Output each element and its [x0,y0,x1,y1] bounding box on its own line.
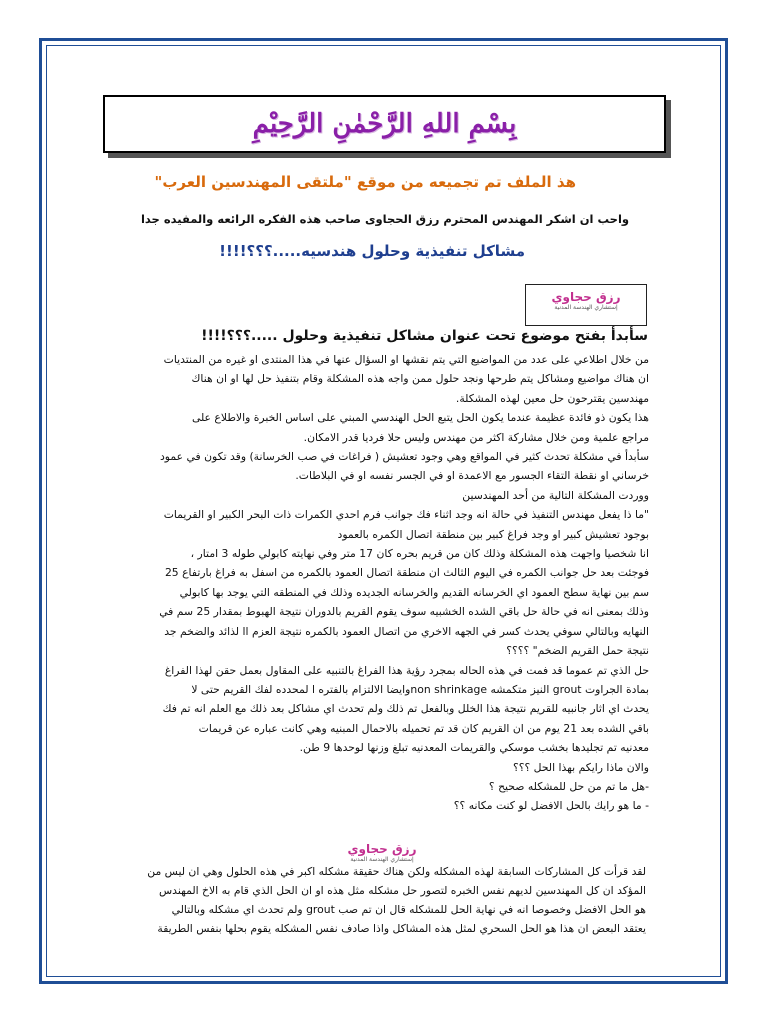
text-line: -هل ما تم من حل للمشكله صحيح ؟ [488,779,649,793]
basmala-banner [103,95,666,153]
text-line: "ما ذا يفعل مهندس التنفيذ في حالة انه وجد اثناء فك جوانب فرم احدي الكمرات ذات البحر الكبير او القريمات [163,508,649,522]
topic-heading: سأبدأ بفتح موضوع تحت عنوان مشاكل تنفيذية وحلول .....؟؟؟!!!! [201,328,648,344]
text-line: المؤكد ان كل المهندسين لديهم نفس الخبره لتصور حل مشكله مثل هذه او ان الحل الذي قام به الاخ المهندس [159,884,646,897]
topic-title: مشاكل تنفيذية وحلول هندسيه.....؟؟؟!!!! [219,242,525,260]
author-signature-box [525,284,647,326]
text-line: - ما هو رايك بالحل الافضل لو كنت مكانه ؟؟ [453,799,649,813]
text-line: من خلال اطلاعي على عدد من المواضيع التي يتم نقشها او السؤال عنها في هذا المنتدى او غيره من المنتديات [163,353,649,366]
text-line: باقي الشده بعد 21 يوم من ان القريم كان قد تم تحميله بالاحمال المبنيه وهي كانت عباره عن قريمات [198,721,649,735]
text-line: سم بين نهاية سطح العمود اي الخرسانه القديم والخرسانه الجديده وذلك في المنطقه التي يوجد بها كابولي [179,585,649,599]
text-line: يعتقد البعض ان هذا هو الحل السحري لمثل هذه المشاكل واذا صادف نفس المشكله يقوم بحلها بنفس الطريقة [157,922,646,935]
text-line: لقد قرأت كل المشاركات السابقة لهذه المشكله ولكن هناك حقيقة مشكله اكبر في هذه الحلول وهي ان ليس من [147,865,646,878]
thanks-line: واحب ان اشكر المهندس المحترم رزق الحجاوى صاحب هذه الفكره الرائعه والمفيده جدا [140,212,630,226]
author-signature-2 [330,842,434,863]
text-line: يحدث اي اثار جانبيه للقريم نتيجة هذا الخلل وبالفعل تم ذلك ولم تحدث اي مشاكل بعد ذلك مع العلم انه تم فك [162,702,649,716]
source-note: هذ الملف تم تجميعه من موقع "ملتقى المهندسين العرب" [154,173,576,191]
text-line: حل الذي تم عموما قد فمت في هذه الحاله بمجرد رؤية هذا الفراغ بالتنبيه على المقاول بعمل حقن لهذا الفراغ [164,663,649,677]
text-line: معدنيه تم تجليدها بخشب موسكي والقريمات المعدنيه تبلغ وزنها لوحدها 9 طن. [299,741,649,755]
text-line: هذا يكون ذو فائدة عظيمة عندما يكون الحل يتبع الحل الهندسي المبني على اساس الخبرة والاطلاع على [191,411,649,425]
text-line: مراجع علمية ومن خلال مشاركة اكثر من مهندس وليس حلا فرديا قدر الامكان. [303,430,649,444]
author-name-2: رزق حجاوي [347,842,417,856]
text-line: بوجود تعشيش كبير او وجد فراغ كبير بين منطقة اتصال الكمره بالعمود [337,527,649,541]
post-body [115,350,649,816]
text-line: سأبدأ في مشكلة تحدث كثير في المواقع وهي وجود تعشيش ( فراغات في صب الخرسانة) وقد تكون في عمود [160,450,649,464]
author-title-2: إستشاري الهندسة المدنية [350,856,414,863]
reply-body [118,862,646,938]
text-line: والان ماذا رايكم بهذا الحل ؟؟؟ [513,760,649,774]
text-line: انا شخصيا واجهت هذه المشكلة وذلك كان من قريم بحره كان 17 متر وفي نهايته كابولي طوله 3 امتار ، [190,547,649,561]
basmala-text: بِسْمِ اللهِ الرَّحْمٰنِ الرَّحِيْمِ [252,109,517,139]
text-line: النهايه وبالتالي سوفي يحدث كسر في الجهه الاخري من اتصال العمود بالكمره نتيجة العزم اا لذائد والضخم جد [164,624,649,638]
text-line: خرساني او نقطة التقاء الجسور مع الاعمدة او في الجسر نفسه او في البلاطات. [295,469,649,483]
author-name: رزق حجاوي [551,290,621,304]
text-line: فوجئت بعد حل جوانب الكمره في اليوم الثالث ان منطقة اتصال العمود بالكمره من اسفل به فراغ بارتفاع 25 [164,566,649,580]
author-title: إستشاري الهندسة المدنية [554,304,618,311]
text-line: هو الحل الافضل وخصوصا انه في نهاية الحل للمشكله قال ان تم صب grout ولم تحدث اي مشكله وبالتالي [171,903,646,916]
text-line: ووردت المشكلة التالية من أحد المهندسين [462,488,649,502]
text-line: مهندسين يقترحون حل معين لهذه المشكلة. [455,391,649,405]
text-line: بمادة الجراوت grout النيز متكمشه non shrinkageوايضا الالتزام بالفتره ا لمحدده لفك القريم حتى لا [191,682,649,696]
text-line: نتيجة حمل القريم الضخم" ؟؟؟؟ [506,644,649,658]
text-line: ان هناك مواضيع ومشاكل يتم طرحها ونجد حلول ممن واجه هذه المشكلة وقام بتنفيذ حل لها او ان هناك [191,372,649,386]
text-line: وذلك بمعنى انه في حالة حل باقي الشده الخشبيه سوف يقوم القريم بالدوران نتيجة الهبوط بمقدار 25 سم في [159,605,649,619]
